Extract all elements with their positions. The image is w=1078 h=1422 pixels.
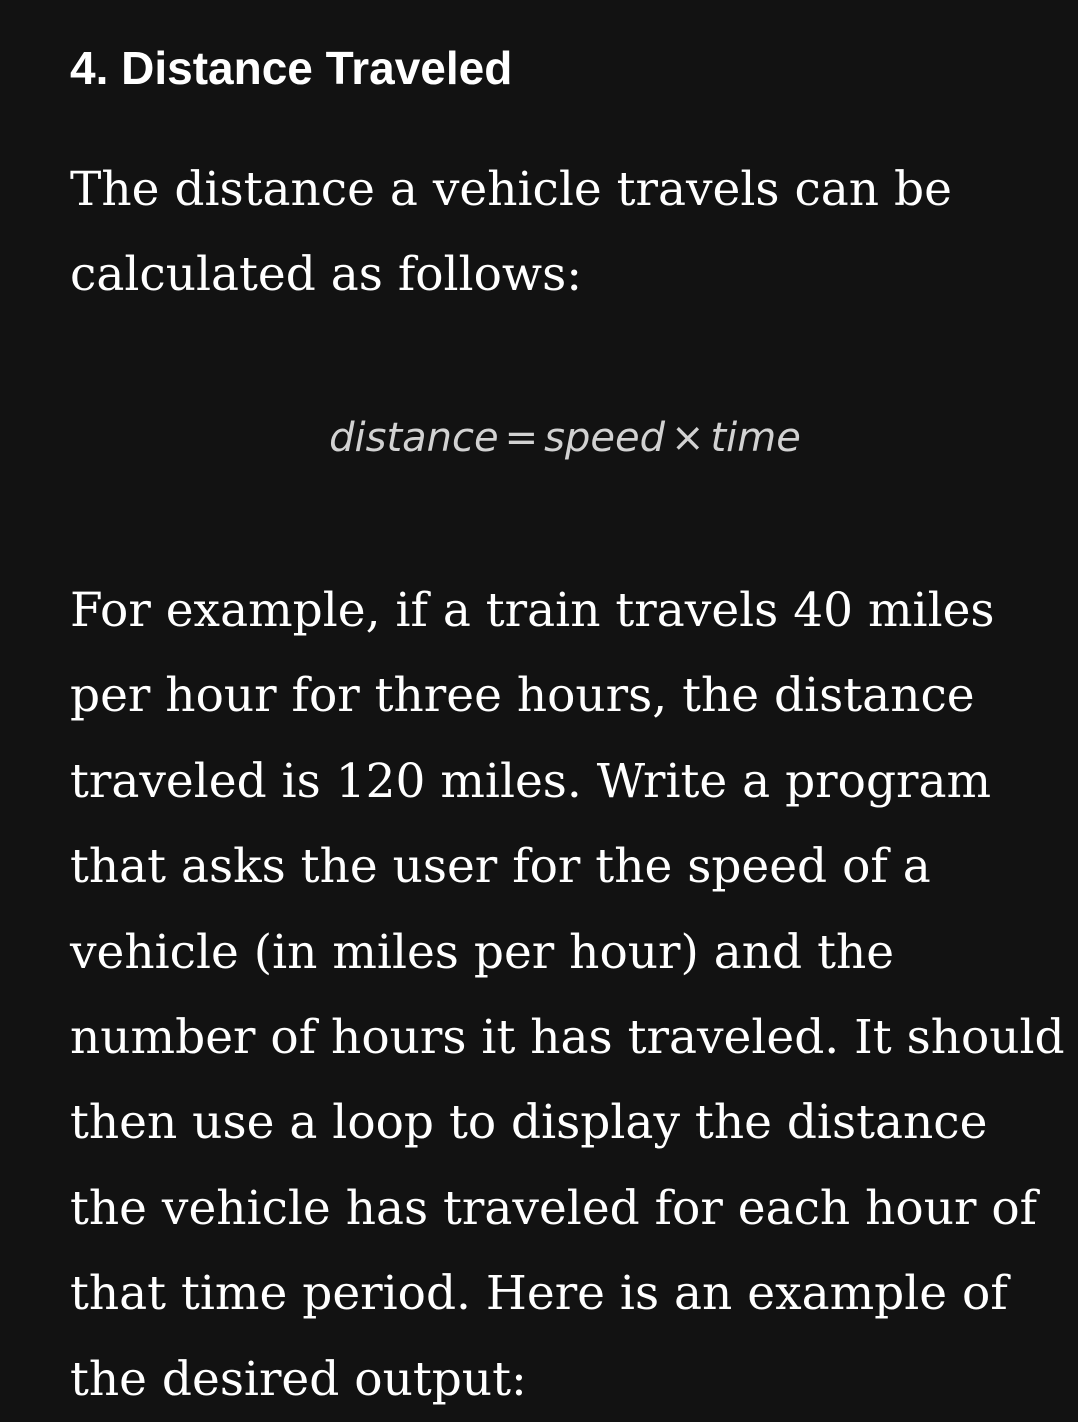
intro-line: calculated as follows: bbox=[70, 247, 583, 303]
example-line: per hour for three hours, the distance bbox=[70, 668, 975, 724]
example-line: the desired output: bbox=[70, 1351, 527, 1407]
distance-formula bbox=[70, 408, 1060, 468]
intro-line: The distance a vehicle travels can be bbox=[70, 162, 952, 217]
formula-times: × bbox=[670, 415, 705, 461]
example-line: that time period. Here is an example of bbox=[70, 1266, 1008, 1322]
example-line: For example, if a train travels 40 miles bbox=[70, 583, 995, 638]
example-line: traveled is 120 miles. Write a program bbox=[70, 753, 992, 809]
example-paragraph bbox=[70, 568, 1065, 1422]
example-line: number of hours it has traveled. It should bbox=[70, 1010, 1065, 1066]
example-line: then use a loop to display the distance bbox=[70, 1095, 988, 1151]
formula-speed: speed bbox=[544, 415, 665, 461]
example-line: vehicle (in miles per hour) and the bbox=[70, 924, 895, 980]
example-line: the vehicle has traveled for each hour of bbox=[70, 1180, 1038, 1236]
section-heading: 4. Distance Traveled bbox=[70, 42, 513, 94]
formula-distance: distance bbox=[329, 415, 499, 461]
formula-time: time bbox=[710, 415, 801, 461]
example-line: that asks the user for the speed of a bbox=[70, 839, 931, 895]
formula-equals: = bbox=[504, 415, 539, 461]
intro-paragraph bbox=[70, 147, 952, 318]
